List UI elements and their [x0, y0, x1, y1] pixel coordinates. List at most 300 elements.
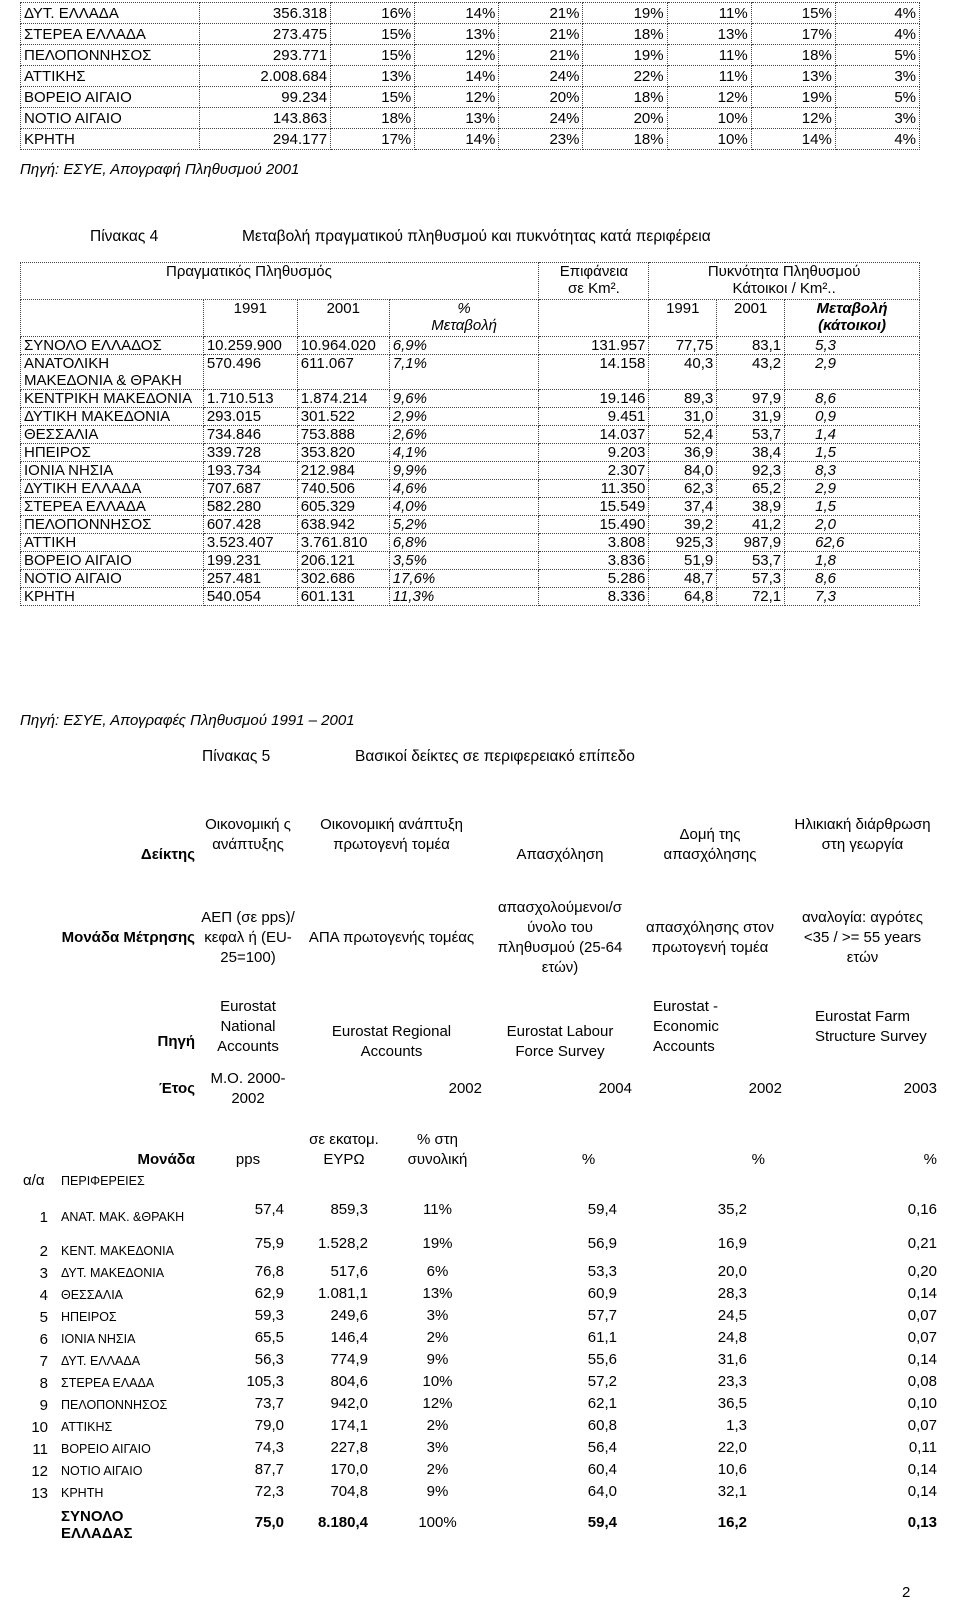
- density-change: 1,5: [785, 444, 920, 462]
- unit-col-1: pps: [235, 1151, 261, 1168]
- table-row: [20, 1370, 940, 1392]
- density-2001: 53,7: [717, 552, 785, 570]
- region-name: ΝΟΤΙΟ ΑΙΓΑΙΟ: [61, 1464, 143, 1478]
- table-row: [20, 1304, 940, 1326]
- value-primary-employment: 28,3: [717, 1284, 747, 1302]
- table2-source: Πηγή: ΕΣΥΕ, Απογραφές Πληθυσμού 1991 – 2001: [20, 712, 355, 729]
- value-gdp: 59,3: [254, 1306, 284, 1324]
- percent-cell: 18%: [583, 24, 667, 45]
- header-population: Πραγματικός Πληθυσμός: [21, 263, 539, 300]
- population-1991: 582.280: [203, 498, 297, 516]
- table-row: [21, 355, 920, 390]
- density-change: 8,6: [785, 390, 920, 408]
- percent-cell: 24%: [499, 108, 583, 129]
- value-employment: 55,6: [587, 1350, 617, 1368]
- population-2001: 1.874.214: [297, 390, 389, 408]
- density-1991: 84,0: [649, 462, 717, 480]
- density-change: 7,3: [785, 588, 920, 606]
- percent-cell: 5%: [835, 45, 919, 66]
- population-1991: 199.231: [203, 552, 297, 570]
- region-name: ΒΟΡΕΙΟ ΑΙΓΑΙΟ: [21, 552, 204, 570]
- source-col-2: Eurostat Regional Accounts: [331, 1023, 452, 1060]
- row-number: 6: [39, 1331, 48, 1348]
- percent-cell: 14%: [415, 129, 499, 150]
- percent-cell: 4%: [835, 129, 919, 150]
- value-gva: 170,0: [330, 1460, 368, 1478]
- value-gdp: 76,8: [254, 1262, 284, 1280]
- region-name: ΘΕΣΣΑΛΙΑ: [61, 1288, 124, 1302]
- population-1991: 734.846: [203, 426, 297, 444]
- population-2001: 611.067: [297, 355, 389, 390]
- value-primary-employment: 32,1: [717, 1482, 747, 1500]
- value-gva: 704,8: [330, 1482, 368, 1500]
- value-gva-share: 19%: [422, 1234, 453, 1252]
- percent-cell: 12%: [415, 87, 499, 108]
- density-change: 8,3: [785, 462, 920, 480]
- region-name: ΔΥΤ. ΕΛΛΑΔΑ: [61, 1354, 141, 1368]
- population-1991: 193.734: [203, 462, 297, 480]
- region-name: ΑΝΑΤΟΛΙΚΗ ΜΑΚΕΔΟΝΙΑ & ΘΡΑΚΗ: [21, 355, 204, 390]
- label-year: Έτος: [158, 1080, 195, 1097]
- region-name: ΙΟΝΙΑ ΝΗΣΙΑ: [61, 1332, 136, 1346]
- region-name: ΠΕΛΟΠΟΝΝΗΣΟΣ: [21, 516, 204, 534]
- region-name: ΚΕΝΤ. ΜΑΚΕΔΟΝΙΑ: [61, 1244, 174, 1258]
- region-name: ΔΥΤ. ΜΑΚΕΔΟΝΙΑ: [61, 1266, 165, 1280]
- value-age-ratio: 0,13: [907, 1513, 937, 1531]
- percent-cell: 19%: [751, 87, 835, 108]
- percent-cell: 15%: [331, 45, 415, 66]
- percent-cell: 17%: [331, 129, 415, 150]
- value-gva-share: 2%: [426, 1416, 449, 1434]
- population-value: 143.863: [199, 108, 330, 129]
- value-gdp: 75,9: [254, 1234, 284, 1252]
- value-gva-share: 6%: [426, 1262, 449, 1280]
- row-number: 4: [39, 1287, 48, 1304]
- percent-cell: 16%: [331, 3, 415, 24]
- value-gva-share: 2%: [426, 1328, 449, 1346]
- indicator-col-2: Οικονομική ανάπτυξη πρωτογενή τομέα: [320, 816, 463, 853]
- value-age-ratio: 0,14: [907, 1350, 937, 1368]
- density-2001: 92,3: [717, 462, 785, 480]
- percent-cell: 21%: [499, 24, 583, 45]
- percent-cell: 13%: [751, 66, 835, 87]
- population-2001: 601.131: [297, 588, 389, 606]
- area-value: 14.158: [539, 355, 649, 390]
- value-gva: 517,6: [330, 1262, 368, 1280]
- value-age-ratio: 0,07: [907, 1306, 937, 1324]
- density-1991: 40,3: [649, 355, 717, 390]
- total-label: ΣΥΝΟΛΟ ΕΛΛΑΔΑΣ: [61, 1508, 133, 1542]
- percent-cell: 19%: [583, 3, 667, 24]
- percent-cell: 12%: [415, 45, 499, 66]
- value-age-ratio: 0,10: [907, 1394, 937, 1412]
- density-2001: 57,3: [717, 570, 785, 588]
- value-age-ratio: 0,14: [907, 1284, 937, 1302]
- table4-number: Πίνακας 4: [90, 228, 159, 245]
- measure-col-4: απασχόλησης στον πρωτογενή τομέα: [646, 919, 774, 956]
- density-1991: 925,3: [649, 534, 717, 552]
- value-gdp: 57,4: [254, 1200, 284, 1218]
- table5-number: Πίνακας 5: [202, 748, 271, 765]
- percent-change: 4,6%: [389, 480, 539, 498]
- percent-cell: 15%: [331, 24, 415, 45]
- area-value: 15.549: [539, 498, 649, 516]
- unit-col-4: %: [751, 1151, 765, 1168]
- table-row: [21, 480, 920, 498]
- measure-col-5: αναλογία: αγρότες <35 / >= 55 years ετών: [802, 909, 923, 966]
- percent-cell: 13%: [415, 24, 499, 45]
- region-name: ΣΥΝΟΛΟ ΕΛΛΑΔΟΣ: [21, 337, 204, 355]
- percent-cell: 21%: [499, 3, 583, 24]
- region-name: ΣΤΕΡΕΑ ΕΛΛΑΔΑ: [21, 498, 204, 516]
- percent-cell: 4%: [835, 3, 919, 24]
- density-2001: 31,9: [717, 408, 785, 426]
- percent-cell: 12%: [751, 108, 835, 129]
- unit-col-5: %: [923, 1151, 937, 1168]
- header-density: Πυκνότητα Πληθυσμού Κάτοικοι / Km²..: [649, 263, 920, 300]
- table-row: [21, 552, 920, 570]
- region-name: ΚΕΝΤΡΙΚΗ ΜΑΚΕΔΟΝΙΑ: [21, 390, 204, 408]
- percent-change: 9,9%: [389, 462, 539, 480]
- population-1991: 3.523.407: [203, 534, 297, 552]
- percent-cell: 13%: [667, 24, 751, 45]
- density-change: 2,0: [785, 516, 920, 534]
- population-1991: 339.728: [203, 444, 297, 462]
- value-primary-employment: 35,2: [717, 1200, 747, 1218]
- percent-change: 2,6%: [389, 426, 539, 444]
- value-employment: 59,4: [587, 1513, 617, 1531]
- population-value: 2.008.684: [199, 66, 330, 87]
- table-row: [20, 1414, 940, 1436]
- area-value: 3.808: [539, 534, 649, 552]
- regional-indicators-table: [20, 780, 940, 1542]
- value-employment: 60,9: [587, 1284, 617, 1302]
- percent-cell: 3%: [835, 108, 919, 129]
- population-1991: 293.015: [203, 408, 297, 426]
- population-2001: 3.761.810: [297, 534, 389, 552]
- value-gva: 146,4: [330, 1328, 368, 1346]
- percent-cell: 13%: [415, 108, 499, 129]
- value-gdp: 62,9: [254, 1284, 284, 1302]
- value-gva-share: 2%: [426, 1460, 449, 1478]
- percent-cell: 23%: [499, 129, 583, 150]
- percent-cell: 4%: [835, 24, 919, 45]
- value-age-ratio: 0,08: [907, 1372, 937, 1390]
- percent-cell: 24%: [499, 66, 583, 87]
- value-age-ratio: 0,11: [908, 1438, 937, 1456]
- source-col-4: Eurostat - Economic Accounts: [653, 998, 719, 1055]
- table-row: [21, 588, 920, 606]
- percent-change: 4,1%: [389, 444, 539, 462]
- table-row: [21, 45, 920, 66]
- population-1991: 1.710.513: [203, 390, 297, 408]
- label-source: Πηγή: [157, 1033, 195, 1050]
- percent-change: 6,8%: [389, 534, 539, 552]
- area-value: 3.836: [539, 552, 649, 570]
- region-name: ΙΟΝΙΑ ΝΗΣΙΑ: [21, 462, 204, 480]
- year-col-5: 2003: [903, 1080, 937, 1097]
- value-employment: 59,4: [587, 1200, 617, 1218]
- density-change: 8,6: [785, 570, 920, 588]
- value-primary-employment: 24,5: [717, 1306, 747, 1324]
- value-employment: 56,9: [587, 1234, 617, 1252]
- percent-cell: 14%: [415, 3, 499, 24]
- population-value: 273.475: [199, 24, 330, 45]
- value-employment: 62,1: [587, 1394, 617, 1412]
- region-name: ΣΤΕΡΕΑ ΕΛΛΑΔΑ: [21, 24, 200, 45]
- value-employment: 56,4: [587, 1438, 617, 1456]
- region-name: ΔΥΤΙΚΗ ΕΛΛΑΔΑ: [21, 480, 204, 498]
- value-employment: 57,2: [587, 1372, 617, 1390]
- region-name: ΒΟΡΕΙΟ ΑΙΓΑΙΟ: [21, 87, 200, 108]
- value-age-ratio: 0,14: [907, 1460, 937, 1478]
- percent-change: 17,6%: [389, 570, 539, 588]
- region-name: ΚΡΗΤΗ: [21, 588, 204, 606]
- indicator-col-3: Απασχόληση: [516, 846, 604, 863]
- percent-cell: 12%: [667, 87, 751, 108]
- row-number: 13: [31, 1485, 48, 1502]
- percent-cell: 10%: [667, 129, 751, 150]
- density-2001: 987,9: [717, 534, 785, 552]
- percent-cell: 22%: [583, 66, 667, 87]
- value-gva-share: 13%: [422, 1284, 453, 1302]
- density-2001: 72,1: [717, 588, 785, 606]
- value-gdp: 73,7: [254, 1394, 284, 1412]
- value-primary-employment: 16,2: [717, 1513, 747, 1531]
- value-age-ratio: 0,21: [907, 1234, 937, 1252]
- value-gva: 774,9: [330, 1350, 368, 1368]
- measure-col-2: ΑΠΑ πρωτογενής τομέας: [308, 929, 475, 946]
- value-employment: 53,3: [587, 1262, 617, 1280]
- region-name: ΚΡΗΤΗ: [61, 1486, 104, 1500]
- value-gdp: 72,3: [254, 1482, 284, 1500]
- region-name: ΝΟΤΙΟ ΑΙΓΑΙΟ: [21, 570, 204, 588]
- unit-col-2b: % στη συνολική: [407, 1131, 468, 1168]
- density-1991: 48,7: [649, 570, 717, 588]
- measure-col-3: απασχολούμενοι/σ ύνολο του πληθυσμού (25-64 ετών): [497, 899, 623, 976]
- table5-title: Βασικοί δείκτες σε περιφερειακό επίπεδο: [355, 748, 635, 765]
- header-density-1991: 1991: [649, 300, 717, 337]
- density-1991: 77,75: [649, 337, 717, 355]
- population-2001: 212.984: [297, 462, 389, 480]
- area-value: 9.203: [539, 444, 649, 462]
- table-row: [20, 1260, 940, 1282]
- density-2001: 83,1: [717, 337, 785, 355]
- value-gva: 174,1: [330, 1416, 368, 1434]
- value-gva: 859,3: [330, 1200, 368, 1218]
- population-1991: 570.496: [203, 355, 297, 390]
- value-primary-employment: 10,6: [717, 1460, 747, 1478]
- table-row: [21, 66, 920, 87]
- table-row: [21, 498, 920, 516]
- value-employment: 64,0: [587, 1482, 617, 1500]
- population-1991: 607.428: [203, 516, 297, 534]
- percent-cell: 10%: [667, 108, 751, 129]
- percent-cell: 19%: [583, 45, 667, 66]
- density-2001: 41,2: [717, 516, 785, 534]
- population-change-table: [20, 262, 920, 606]
- percent-cell: 18%: [751, 45, 835, 66]
- header-density-2001: 2001: [717, 300, 785, 337]
- value-gdp: 105,3: [246, 1372, 284, 1390]
- total-row: [20, 1502, 940, 1542]
- population-2001: 740.506: [297, 480, 389, 498]
- population-2001: 206.121: [297, 552, 389, 570]
- table1-source: Πηγή: ΕΣΥΕ, Απογραφή Πληθυσμού 2001: [20, 161, 300, 178]
- table-row: [21, 408, 920, 426]
- density-change: 1,8: [785, 552, 920, 570]
- row-number: 11: [32, 1441, 48, 1458]
- value-age-ratio: 0,07: [907, 1328, 937, 1346]
- table-row: [21, 108, 920, 129]
- value-primary-employment: 16,9: [717, 1234, 747, 1252]
- density-2001: 65,2: [717, 480, 785, 498]
- year-col-3: 2004: [598, 1080, 632, 1097]
- percent-cell: 20%: [499, 87, 583, 108]
- percent-cell: 13%: [331, 66, 415, 87]
- table-row: [20, 1480, 940, 1502]
- header-2001: 2001: [297, 300, 389, 337]
- region-name: ΝΟΤΙΟ ΑΙΓΑΙΟ: [21, 108, 200, 129]
- percent-cell: 11%: [667, 3, 751, 24]
- population-2001: 301.522: [297, 408, 389, 426]
- value-primary-employment: 20,0: [717, 1262, 747, 1280]
- value-age-ratio: 0,14: [907, 1482, 937, 1500]
- row-number: 3: [39, 1265, 48, 1282]
- value-primary-employment: 23,3: [717, 1372, 747, 1390]
- value-gva-share: 3%: [426, 1306, 449, 1324]
- density-1991: 37,4: [649, 498, 717, 516]
- value-primary-employment: 1,3: [726, 1416, 747, 1434]
- table-row: [20, 1348, 940, 1370]
- row-number: [20, 1502, 58, 1542]
- table-row: [21, 444, 920, 462]
- region-name: ΠΕΛΟΠΟΝΝΗΣΟΣ: [21, 45, 200, 66]
- density-1991: 36,9: [649, 444, 717, 462]
- measure-col-1: ΑΕΠ (σε pps)/κεφαλ ή (EU-25=100): [201, 909, 295, 966]
- value-employment: 60,8: [587, 1416, 617, 1434]
- region-name: ΗΠΕΙΡΟΣ: [61, 1310, 117, 1324]
- region-name: ΑΤΤΙΚΗ: [21, 534, 204, 552]
- value-gdp: 56,3: [254, 1350, 284, 1368]
- density-change: 2,9: [785, 355, 920, 390]
- density-1991: 64,8: [649, 588, 717, 606]
- year-col-4: 2002: [748, 1080, 782, 1097]
- population-1991: 257.481: [203, 570, 297, 588]
- header-1991: 1991: [203, 300, 297, 337]
- value-gva-share: 3%: [426, 1438, 449, 1456]
- region-name: ΗΠΕΙΡΟΣ: [21, 444, 204, 462]
- region-name: ΠΕΛΟΠΟΝΝΗΣΟΣ: [61, 1398, 168, 1412]
- year-col-1: Μ.Ο. 2000-2002: [210, 1070, 286, 1107]
- value-gva: 8.180,4: [317, 1513, 368, 1531]
- value-primary-employment: 22,0: [717, 1438, 747, 1456]
- value-primary-employment: 24,8: [717, 1328, 747, 1346]
- density-1991: 31,0: [649, 408, 717, 426]
- population-2001: 302.686: [297, 570, 389, 588]
- percent-cell: 11%: [667, 45, 751, 66]
- percent-cell: 15%: [331, 87, 415, 108]
- area-value: 131.957: [539, 337, 649, 355]
- value-gva: 1.528,2: [317, 1234, 368, 1252]
- density-2001: 97,9: [717, 390, 785, 408]
- row-number: 1: [39, 1209, 48, 1226]
- row-number: 5: [39, 1309, 48, 1326]
- value-gdp: 87,7: [254, 1460, 284, 1478]
- table-row: [21, 462, 920, 480]
- table-row: [20, 1326, 940, 1348]
- population-value: 99.234: [199, 87, 330, 108]
- row-number: 7: [39, 1353, 48, 1370]
- density-2001: 53,7: [717, 426, 785, 444]
- percent-cell: 21%: [499, 45, 583, 66]
- value-employment: 60,4: [587, 1460, 617, 1478]
- value-age-ratio: 0,07: [907, 1416, 937, 1434]
- percent-change: 7,1%: [389, 355, 539, 390]
- population-2001: 353.820: [297, 444, 389, 462]
- density-change: 1,4: [785, 426, 920, 444]
- density-1991: 62,3: [649, 480, 717, 498]
- density-2001: 38,9: [717, 498, 785, 516]
- region-name: ΘΕΣΣΑΛΙΑ: [21, 426, 204, 444]
- density-2001: 38,4: [717, 444, 785, 462]
- table-row: [21, 129, 920, 150]
- population-2001: 753.888: [297, 426, 389, 444]
- percent-change: 4,0%: [389, 498, 539, 516]
- table-row: [21, 570, 920, 588]
- region-name: ΚΡΗΤΗ: [21, 129, 200, 150]
- value-gdp: 65,5: [254, 1328, 284, 1346]
- value-gdp: 74,3: [254, 1438, 284, 1456]
- percent-cell: 18%: [583, 129, 667, 150]
- row-number: 2: [39, 1243, 48, 1260]
- population-2001: 638.942: [297, 516, 389, 534]
- row-number: 8: [39, 1375, 48, 1392]
- population-value: 356.318: [199, 3, 330, 24]
- value-gva-share: 12%: [422, 1394, 453, 1412]
- density-1991: 52,4: [649, 426, 717, 444]
- value-age-ratio: 0,20: [907, 1262, 937, 1280]
- percent-cell: 20%: [583, 108, 667, 129]
- page-number: 2: [902, 1584, 911, 1601]
- table-row: [21, 534, 920, 552]
- percent-cell: 17%: [751, 24, 835, 45]
- value-gva-share: 100%: [418, 1513, 457, 1531]
- area-value: 2.307: [539, 462, 649, 480]
- population-2001: 605.329: [297, 498, 389, 516]
- header-area: Επιφάνεια σε Km².: [539, 263, 649, 300]
- percent-cell: 5%: [835, 87, 919, 108]
- table-row: [20, 1192, 940, 1226]
- table-row: [21, 337, 920, 355]
- area-value: 11.350: [539, 480, 649, 498]
- population-value: 293.771: [199, 45, 330, 66]
- percent-cell: 14%: [751, 129, 835, 150]
- unit-col-3: %: [581, 1151, 596, 1168]
- indicator-col-1: Οικονομική ς ανάπτυξης: [205, 816, 291, 853]
- row-number: 12: [31, 1463, 48, 1480]
- source-col-3: Eurostat Labour Force Survey: [506, 1023, 614, 1060]
- table-row: [20, 1226, 940, 1260]
- table-row: [21, 516, 920, 534]
- area-value: 15.490: [539, 516, 649, 534]
- value-primary-employment: 36,5: [717, 1394, 747, 1412]
- density-change: 5,3: [785, 337, 920, 355]
- table-row: [20, 1458, 940, 1480]
- value-gva: 1.081,1: [317, 1284, 368, 1302]
- density-1991: 51,9: [649, 552, 717, 570]
- value-gva: 227,8: [330, 1438, 368, 1456]
